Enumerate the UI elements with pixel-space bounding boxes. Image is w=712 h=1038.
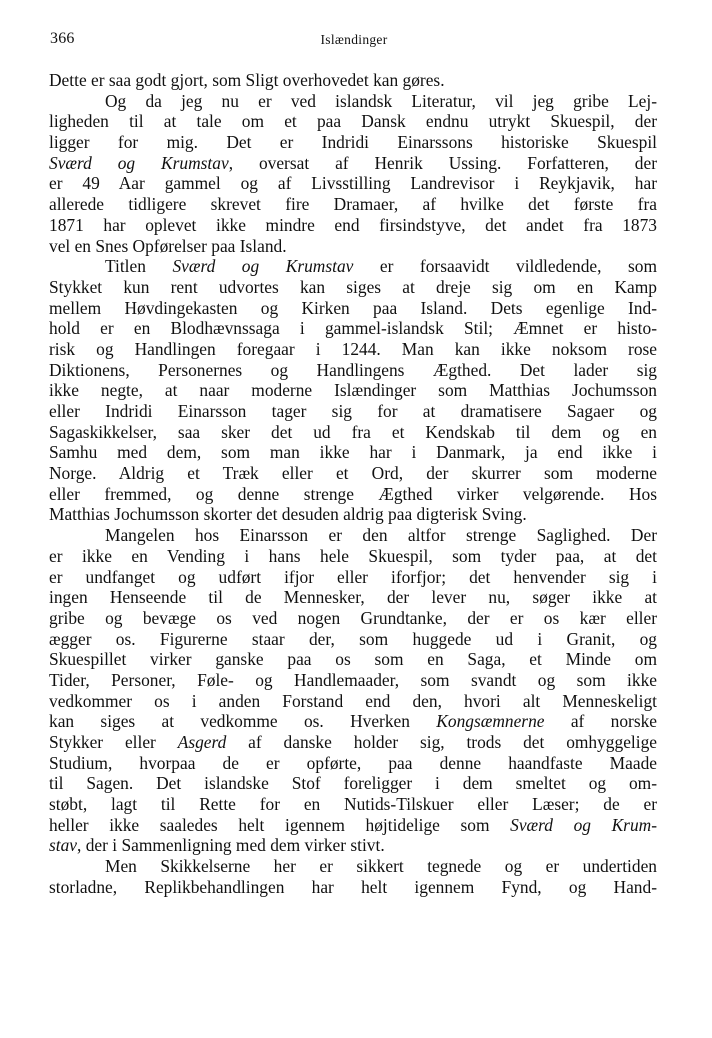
text-run: gribe og bevæge os ved nogen Grundtanke, der er os kær eller [49, 607, 657, 628]
italic-title: Asgerd [177, 732, 227, 752]
text-line [49, 691, 657, 712]
text-run: kan siges at vedkomme os. Hverken [49, 711, 437, 732]
text-line [49, 360, 657, 381]
text-line [49, 173, 657, 194]
text-line [49, 835, 657, 856]
text-run: Studium, hvorpaa de er opførte, paa denne haandfaste Maade [49, 752, 657, 773]
text-run: Diktionens, Personernes og Handlingens Ægthed. Det lader sig [49, 359, 657, 380]
text-line [49, 153, 657, 174]
italic-title: Sværd og Krum- [510, 814, 657, 835]
text-line [49, 91, 657, 112]
text-run: er 49 Aar gammel og af Livsstilling Landrevisor i Reykjavik, har [49, 173, 657, 194]
text-line [49, 442, 657, 463]
text-run: Mangelen hos Einarsson er den altfor strenge Saglighed. Der [105, 525, 657, 546]
text-line [49, 298, 657, 319]
text-line [49, 567, 657, 588]
text-run: heller ikke saaledes helt igennem højtidelige som [49, 814, 511, 835]
text-run: eller fremmed, og denne strenge Ægthed virker velgørende. Hos [49, 483, 657, 504]
text-line [49, 215, 657, 236]
text-run: Og da jeg nu er ved islandsk Literatur, vil jeg gribe Lej- [105, 90, 657, 111]
text-line [49, 484, 657, 505]
text-run: vel en Snes Opførelser paa Island. [49, 235, 287, 256]
italic-title: Sværd og Krumstav [49, 152, 229, 173]
text-line [49, 401, 657, 422]
text-line [49, 608, 657, 629]
text-run: , der i Sammenligning med dem virker stivt. [77, 835, 385, 856]
text-line [49, 277, 657, 298]
text-line [49, 111, 657, 132]
italic-title: stav [49, 835, 78, 856]
text-line [49, 711, 657, 732]
text-line [49, 339, 657, 360]
text-run: støbt, lagt til Rette for en Nutids-Tilskuer eller Læser; de er [49, 794, 657, 815]
text-run: ægger os. Figurerne staar der, som huggede ud i Granit, og [49, 628, 657, 649]
text-line [49, 236, 657, 257]
text-line [49, 256, 657, 277]
text-run: Sagaskikkelser, saa sker det ud fra et Kendskab til dem og en [49, 421, 657, 442]
text-line [49, 732, 657, 753]
text-run: ikke negte, at naar moderne Islændinger som Matthias Jochumsson [49, 380, 657, 401]
body-text [49, 70, 657, 898]
text-line [49, 587, 657, 608]
text-run: Tider, Personer, Føle- og Handlemaader, som svandt og som ikke [49, 669, 657, 690]
text-run: , oversat af Henrik Ussing. Forfatteren, der [228, 152, 657, 173]
running-title: Islændinger [320, 32, 388, 47]
text-run: storladne, Replikbehandlingen har helt igennem Fynd, og Hand- [49, 876, 657, 897]
text-line [49, 753, 657, 774]
page-number: 366 [50, 30, 75, 47]
text-line [49, 318, 657, 339]
text-run: Stykket kun rent udvortes kan siges at dreje sig om en Kamp [49, 276, 657, 297]
text-run: allerede tidligere skrevet fire Dramaer, af hvilke det første fra [49, 194, 657, 215]
text-run: er forsaavidt vildledende, som [353, 256, 657, 277]
text-run: Titlen [105, 256, 173, 277]
text-run: 1871 har oplevet ikke mindre end firsindstyve, det andet fra 1873 [49, 214, 657, 235]
text-line [49, 463, 657, 484]
text-run: Norge. Aldrig et Træk eller et Ord, der skurrer som moderne [49, 463, 657, 484]
text-run: er undfanget og udført ifjor eller iforfjor; det henvender sig i [49, 566, 657, 587]
text-run: ligheden til at tale om et paa Dansk endnu utrykt Skuespil, der [49, 111, 657, 132]
text-line [49, 815, 657, 836]
text-line [49, 422, 657, 443]
text-run: eller Indridi Einarsson tager sig for at dramatisere Sagaer og [49, 401, 657, 421]
text-line [49, 504, 657, 525]
text-line [49, 629, 657, 650]
text-run: ligger for mig. Det er Indridi Einarssons historiske Skuespil [49, 132, 657, 153]
text-run: til Sagen. Det islandske Stof foreligger i dem smeltet og om- [49, 773, 657, 794]
text-run: vedkommer os i anden Forstand end den, hvori alt Menneskeligt [49, 690, 657, 711]
text-run: Samhu med dem, som man ikke har i Danmark, ja end ikke i [49, 442, 657, 463]
text-run: af norske [544, 711, 657, 732]
text-run: Dette er saa godt gjort, som Sligt overhovedet kan gøres. [49, 70, 445, 90]
text-run: risk og Handlingen foregaar i 1244. Man kan ikke noksom rose [49, 338, 657, 359]
text-line [49, 773, 657, 794]
text-run: ingen Henseende til de Mennesker, der lever nu, søger ikke at [49, 587, 657, 608]
text-line [49, 794, 657, 815]
text-run: hold er en Blodhævnssaga i gammel-islandsk Stil; Æmnet er histo- [49, 318, 657, 339]
page-header [50, 30, 658, 58]
text-run: Men Skikkelserne her er sikkert tegnede og er undertiden [105, 856, 657, 877]
text-line [49, 877, 657, 898]
italic-title: Kongsæmnerne [436, 711, 545, 732]
text-line [49, 670, 657, 691]
text-line [49, 70, 657, 91]
text-run: Matthias Jochumsson skorter det desuden aldrig paa digterisk Sving. [49, 504, 527, 525]
italic-title: Sværd og Krumstav [172, 256, 354, 277]
text-line [49, 380, 657, 401]
text-line [49, 132, 657, 153]
text-run: af danske holder sig, trods det omhyggelige [226, 732, 657, 752]
text-run: Skuespillet virker ganske paa os som en Saga, et Minde om [49, 649, 657, 670]
text-line [49, 649, 657, 670]
text-line [49, 546, 657, 567]
text-run: mellem Høvdingekasten og Kirken paa Island. Dets egenlige Ind- [49, 297, 657, 318]
text-run: Stykker eller [49, 732, 178, 752]
text-line [49, 525, 657, 546]
text-run: er ikke en Vending i hans hele Skuespil, som tyder paa, at det [49, 545, 657, 566]
text-line [49, 194, 657, 215]
text-line [49, 856, 657, 877]
